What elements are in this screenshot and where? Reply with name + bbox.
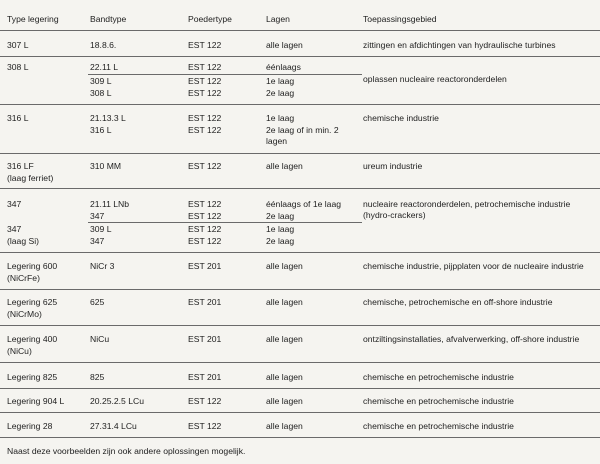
row-316l-toepassing: chemische industrie — [363, 113, 439, 123]
row-divider — [0, 388, 600, 389]
row-308l-lagen-3: 2e laag — [266, 88, 295, 98]
row-316l-poeder-1: EST 122 — [188, 113, 222, 123]
row-400-band: NiCu — [90, 334, 110, 344]
row-600-lagen: alle lagen — [266, 261, 303, 271]
row-904l-lagen: alle lagen — [266, 396, 303, 406]
row-904l-poeder: EST 122 — [188, 396, 222, 406]
header-lagen: Lagen — [266, 14, 290, 24]
header-bandtype: Bandtype — [90, 14, 127, 24]
row-600-type: Legering 600 — [7, 261, 58, 271]
row-625-type-note: (NiCrMo) — [7, 309, 42, 319]
row-347-lagen-4: 2e laag — [266, 236, 295, 246]
row-308l-poeder-2: EST 122 — [188, 76, 222, 86]
row-307l-type: 307 L — [7, 40, 29, 50]
row-316lf-type-note: (laag ferriet) — [7, 173, 54, 183]
row-347-band-2: 347 — [90, 211, 105, 221]
row-347-toepassing: nucleaire reactoronderdelen, petrochemische industrie (hydro-crackers) — [363, 199, 571, 220]
row-600-type-note: (NiCrFe) — [7, 273, 40, 283]
row-316lf-band: 310 MM — [90, 161, 122, 171]
row-308l-toepassing: oplassen nucleaire reactoronderdelen — [363, 74, 507, 84]
row-400-type-note: (NiCu) — [7, 346, 32, 356]
row-400-toepassing: ontziltingsinstallaties, afvalverwerking, off-shore industrie — [363, 334, 580, 344]
row-28-type: Legering 28 — [7, 421, 53, 431]
row-347si-type-note: (laag Si) — [7, 236, 39, 246]
row-904l-type: Legering 904 L — [7, 396, 65, 406]
row-308l-poeder-1: EST 122 — [188, 62, 222, 72]
row-divider — [0, 325, 600, 326]
row-divider — [0, 104, 600, 105]
row-28-toepassing: chemische en petrochemische industrie — [363, 421, 514, 431]
header-poedertype: Poedertype — [188, 14, 232, 24]
row-308l-poeder-3: EST 122 — [188, 88, 222, 98]
row-347-type: 347 — [7, 199, 22, 209]
row-625-toepassing: chemische, petrochemische en off-shore industrie — [363, 297, 553, 307]
row-28-lagen: alle lagen — [266, 421, 303, 431]
row-divider — [0, 56, 600, 57]
row-316lf-lagen: alle lagen — [266, 161, 303, 171]
row-825-type: Legering 825 — [7, 372, 58, 382]
row-308l-band-3: 308 L — [90, 88, 112, 98]
row-625-lagen: alle lagen — [266, 297, 303, 307]
row-307l-band: 18.8.6. — [90, 40, 117, 50]
row-347-poeder-4: EST 122 — [188, 236, 222, 246]
row-347-lagen-3: 1e laag — [266, 224, 295, 234]
row-400-type: Legering 400 — [7, 334, 58, 344]
row-316l-lagen-2: 2e laag of in min. 2 lagen — [266, 125, 339, 146]
row-316l-band-1: 21.13.3 L — [90, 113, 126, 123]
row-307l-lagen: alle lagen — [266, 40, 303, 50]
row-347-band-4: 347 — [90, 236, 105, 246]
row-347-lagen-1: éénlaags of 1e laag — [266, 199, 342, 209]
row-316lf-toepassing: ureum industrie — [363, 161, 423, 171]
row-347-poeder-1: EST 122 — [188, 199, 222, 209]
table-bottom-border — [0, 437, 600, 438]
row-316l-poeder-2: EST 122 — [188, 125, 222, 135]
row-307l-poeder: EST 122 — [188, 40, 222, 50]
row-316l-band-2: 316 L — [90, 125, 112, 135]
row-825-poeder: EST 201 — [188, 372, 222, 382]
row-347-poeder-2: EST 122 — [188, 211, 222, 221]
row-400-lagen: alle lagen — [266, 334, 303, 344]
row-600-toepassing: chemische industrie, pijpplaten voor de nucleaire industrie — [363, 261, 584, 271]
row-400-poeder: EST 201 — [188, 334, 222, 344]
row-316lf-type: 316 LF — [7, 161, 34, 171]
row-divider — [0, 289, 600, 290]
header-divider — [0, 30, 600, 31]
row-divider — [0, 188, 600, 189]
sub-divider — [88, 222, 362, 223]
header-type-legering: Type legering — [7, 14, 59, 24]
row-347-lagen-2: 2e laag — [266, 211, 295, 221]
footnote: Naast deze voorbeelden zijn ook andere oplossingen mogelijk. — [7, 446, 246, 456]
row-347-band-3: 309 L — [90, 224, 112, 234]
row-308l-type: 308 L — [7, 62, 29, 72]
header-toepassingsgebied: Toepassingsgebied — [363, 14, 437, 24]
row-825-band: 825 — [90, 372, 105, 382]
row-307l-toepassing: zittingen en afdichtingen van hydraulische turbines — [363, 40, 556, 50]
row-347-band-1: 21.11 LNb — [90, 199, 130, 209]
row-divider — [0, 153, 600, 154]
sub-divider — [88, 74, 362, 75]
row-904l-toepassing: chemische en petrochemische industrie — [363, 396, 514, 406]
row-625-type: Legering 625 — [7, 297, 58, 307]
row-308l-lagen-2: 1e laag — [266, 76, 295, 86]
row-28-poeder: EST 122 — [188, 421, 222, 431]
row-625-band: 625 — [90, 297, 105, 307]
row-904l-band: 20.25.2.5 LCu — [90, 396, 144, 406]
row-divider — [0, 362, 600, 363]
row-308l-band-1: 22.11 L — [90, 62, 119, 72]
row-divider — [0, 252, 600, 253]
row-divider — [0, 412, 600, 413]
row-316lf-poeder: EST 122 — [188, 161, 222, 171]
row-600-band: NiCr 3 — [90, 261, 115, 271]
row-625-poeder: EST 201 — [188, 297, 222, 307]
row-347-poeder-3: EST 122 — [188, 224, 222, 234]
row-825-toepassing: chemische en petrochemische industrie — [363, 372, 514, 382]
row-28-band: 27.31.4 LCu — [90, 421, 137, 431]
row-347si-type: 347 — [7, 224, 22, 234]
row-316l-type: 316 L — [7, 113, 29, 123]
row-308l-band-2: 309 L — [90, 76, 112, 86]
row-600-poeder: EST 201 — [188, 261, 222, 271]
row-316l-lagen-1: 1e laag — [266, 113, 295, 123]
row-825-lagen: alle lagen — [266, 372, 303, 382]
row-308l-lagen-1: éénlaags — [266, 62, 301, 72]
